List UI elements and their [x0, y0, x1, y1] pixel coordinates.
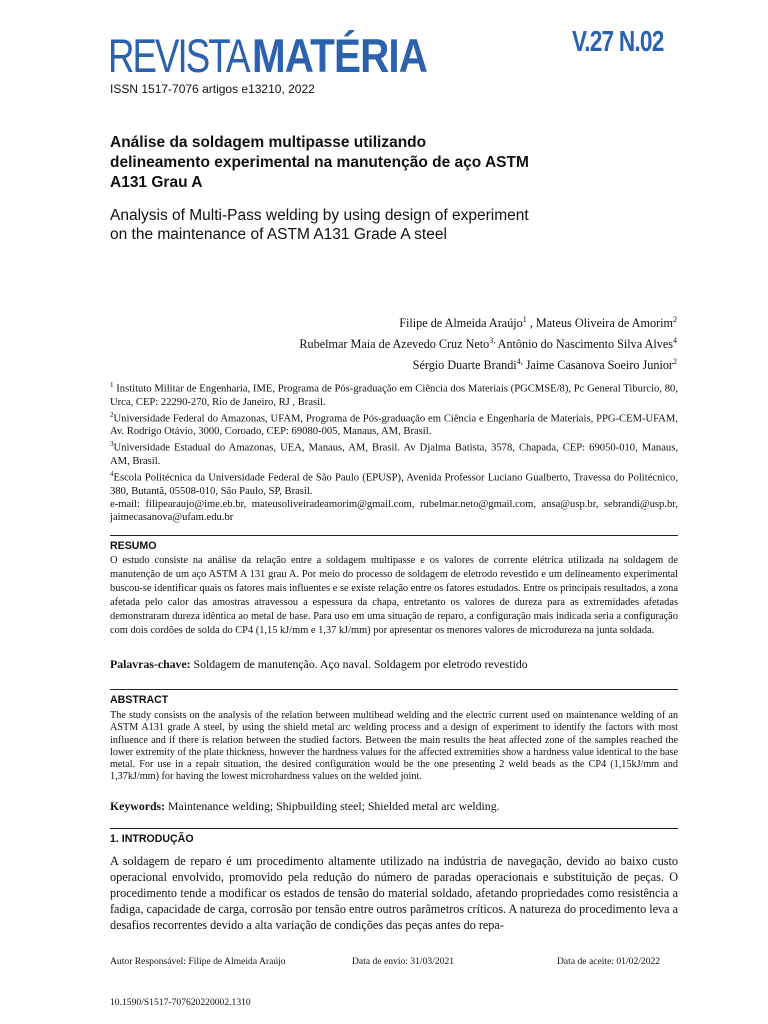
author-line-2	[117, 332, 677, 353]
author-name: Rubelmar Maia de Azevedo Cruz Neto	[299, 337, 490, 352]
author-name: , Mateus Oliveira de Amorim	[526, 316, 673, 331]
affiliation-text: Instituto Militar de Engenharia, IME, Programa de Pós-graduação em Ciência dos Materiais (PGCMSE/8), Pc General Tiburcio, 80, Urca, CEP: 22290-270, Rio de Janeiro, RJ , Brasil.	[110, 383, 678, 408]
affiliation-number: 2	[110, 410, 114, 419]
logo-text-light: REVISTA	[108, 29, 249, 82]
author-name: Filipe de Almeida Araújo	[399, 316, 523, 331]
affiliation-text: Universidade Federal do Amazonas, UFAM, Programa de Pós-graduação em Ciência e Engenharia de Materiais, PPG-CEM-UFAM, Av. Rodrigo Otávio, 3000, Coroado, CEP: 69080-005, Manaus, AM, Brasil.	[110, 413, 678, 438]
footer-author: Autor Responsável: Filipe de Almeida Araújo	[110, 956, 286, 967]
author-affil-ref: 4	[673, 336, 677, 346]
affiliation-number: 4	[110, 470, 114, 479]
email-list[interactable]: e-mail: filipearaujo@ime.eb.br, mateusoliveiradeamorim@gmail.com, rubelmar.neto@gmail.com, ansa@usp.br, sebrandi@usp.br, jaimecasanova@ufam.edu.br	[110, 498, 678, 523]
author-list	[117, 311, 677, 374]
section-divider	[110, 535, 678, 536]
affiliation-number: 3	[110, 440, 114, 449]
author-affil-ref: 2	[673, 315, 677, 324]
affiliation-item	[110, 409, 678, 439]
keywords-label: Keywords:	[110, 799, 166, 813]
author-line-3	[117, 353, 677, 374]
author-affil-ref: 2	[673, 357, 677, 367]
abstract-body: The study consists on the analysis of the relation between multibead welding and the electric current used on maintenance welding of an ASTM A131 grade A steel, by using the shield metal arc welding process and a design of experiment to identify the factors with most influence and if there is relation between the studied factors. Between the main results the heat affected zone of the samples reached the lower extremity of the plate thickness, however the hardness values for the affected extremities show a hardness value identical to the base metal. For use in a repair situation, the desired configuration would be the one presenting 2 weld beads as the CP4 (1,15kJ/mm and 1,37kJ/mm) for having the lowest microhardness values on the welded joint.	[110, 710, 678, 783]
intro-heading: 1. INTRODUÇÃO	[110, 833, 194, 845]
affiliation-text: Escola Politécnica da Universidade Federal de São Paulo (EPUSP), Avenida Professor Luciano Gualberto, Travessa do Politécnico, 380, Butantã, 05508-010, São Paulo, SP, Brasil.	[110, 472, 678, 497]
affiliation-item	[110, 468, 678, 498]
affiliation-number: 1	[110, 381, 114, 389]
abstract-heading: ABSTRACT	[110, 694, 169, 706]
footer-date-sent: Data de envio: 31/03/2021	[352, 956, 455, 967]
author-name: Antônio do Nascimento Silva Alves	[495, 337, 673, 352]
affiliations	[110, 379, 678, 524]
journal-logo	[108, 30, 456, 82]
author-affil-ref: 4,	[516, 357, 523, 367]
keywords-label: Palavras-chave:	[110, 657, 191, 671]
author-affil-ref: 3,	[489, 336, 496, 346]
author-name: Sérgio Duarte Brandi	[412, 358, 517, 373]
affiliation-text: Universidade Estadual do Amazonas, UEA, Manaus, AM, Brasil. Av Djalma Batista, 3578, Chapada, CEP: 69050-010, Manaus, AM, Brasil.	[110, 442, 678, 468]
author-affil-ref: 1	[522, 315, 527, 324]
section-divider	[110, 689, 678, 690]
author-line-1	[117, 311, 677, 332]
title-english: Analysis of Multi-Pass welding by using design of experiment on the maintenance of ASTM A131 Grade A steel	[110, 207, 529, 243]
logo-text-bold: MATÉRIA	[252, 29, 428, 82]
keywords-text: Soldagem de manutenção. Aço naval. Soldagem por eletrodo revestido	[190, 657, 528, 671]
issn-line: ISSN 1517-7076 artigos e13210, 2022	[110, 82, 315, 96]
resumo-keywords	[110, 657, 678, 672]
resumo-body: O estudo consiste na análise da relação entre a soldagem multipasse e os valores de corrente elétrica utilizada na soldagem de manutenção de um aço ASTM A 131 grau A. Por meio do processo de soldagem de eletrodo revestido e um delineamento experimental buscou-se identificar quais os fatores mais influentes e se existe relação entre os fatores estudados. Entre os principais resultados, a zona afetada pelo calor das amostras atravessou a espessura da chapa, entretanto os valores de dureza para as extremidades afetadas demonstraram dureza idêntica ao metal de base. Para uso em uma situação de reparo, a configuração mais indicada seria a configuração com dois cordões de solda do CP4 (1,15 kJ/mm e 1,37 kJ/mm) por apresentar os menores valores de microdureza na junta soldada.	[110, 555, 678, 637]
affiliation-item	[110, 438, 678, 468]
section-divider	[110, 828, 678, 829]
resumo-heading: RESUMO	[110, 540, 157, 552]
affiliation-item	[110, 379, 678, 409]
intro-body: A soldagem de reparo é um procedimento altamente utilizado na indústria de navegação, devido ao baixo custo operacional envolvido, promovido pela redução do número de paradas operacionais e substituição de peças. O procedimento tende a modificar os estados de tensão do material soldado, afetando propriedades como resistência a fadiga, capacidade de carga, corrosão por tensão entre outros parâmetros críticos. A natureza do procedimento leva a desafios recorrentes devido a alta variação de condições das peças antes do repa-	[110, 854, 678, 933]
footer-date-accepted: Data de aceite: 01/02/2022	[557, 956, 661, 967]
title-portuguese: Análise da soldagem multipasse utilizando delineamento experimental na manutenção de aço ASTM A131 Grau A	[110, 134, 529, 191]
doi[interactable]: 10.1590/S1517-707620220002.1310	[110, 997, 251, 1008]
author-name: Jaime Casanova Soeiro Junior	[522, 358, 673, 373]
keywords-text: Maintenance welding; Shipbuilding steel; Shielded metal arc welding.	[165, 799, 500, 813]
abstract-keywords	[110, 799, 678, 814]
volume-number: V.27 N.02	[572, 26, 664, 58]
